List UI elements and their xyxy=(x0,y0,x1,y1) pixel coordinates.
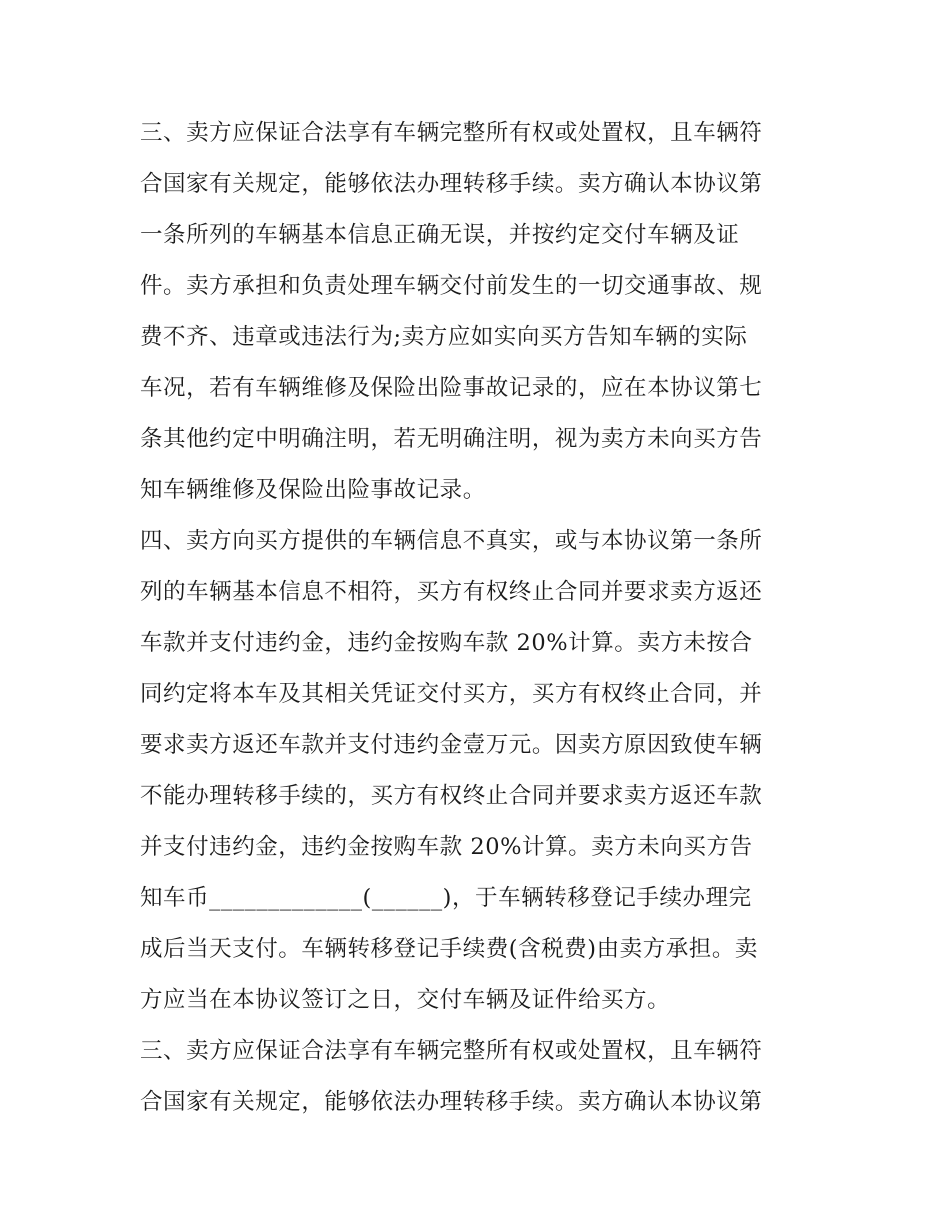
text-line: 车款并支付违约金，违约金按购车款 20%计算。卖方未按合 xyxy=(140,630,753,656)
text-line: 要求卖方返还车款并支付违约金壹万元。因卖方原因致使车辆 xyxy=(140,732,763,758)
text-line: 不能办理转移手续的，买方有权终止合同并要求卖方返还车款 xyxy=(140,783,763,809)
text-line: 车况，若有车辆维修及保险出险事故记录的，应在本协议第七 xyxy=(140,375,763,401)
text-line: 知车辆维修及保险出险事故记录。 xyxy=(140,477,486,503)
text-line: 合国家有关规定，能够依法办理转移手续。卖方确认本协议第 xyxy=(140,1089,763,1115)
text-line: 三、卖方应保证合法享有车辆完整所有权或处置权，且车辆符 xyxy=(140,1038,763,1064)
text-line: 一条所列的车辆基本信息正确无误，并按约定交付车辆及证 xyxy=(140,222,740,248)
text-line: 知车币_____________(______)，于车辆转移登记手续办理完 xyxy=(140,885,752,911)
text-line: 并支付违约金，违约金按购车款 20%计算。卖方未向买方告 xyxy=(140,834,753,860)
text-line: 同约定将本车及其相关凭证交付买方，买方有权终止合同，并 xyxy=(140,681,763,707)
text-line: 四、卖方向买方提供的车辆信息不真实，或与本协议第一条所 xyxy=(140,528,763,554)
text-line: 方应当在本协议签订之日，交付车辆及证件给买方。 xyxy=(140,987,671,1013)
text-line: 三、卖方应保证合法享有车辆完整所有权或处置权，且车辆符 xyxy=(140,120,763,146)
text-line: 费不齐、违章或违法行为;卖方应如实向买方告知车辆的实际 xyxy=(140,324,748,350)
text-line: 列的车辆基本信息不相符，买方有权终止合同并要求卖方返还 xyxy=(140,579,763,605)
text-line: 件。卖方承担和负责处理车辆交付前发生的一切交通事故、规 xyxy=(140,273,763,299)
text-line: 条其他约定中明确注明，若无明确注明，视为卖方未向买方告 xyxy=(140,426,763,452)
text-line: 成后当天支付。车辆转移登记手续费(含税费)由卖方承担。卖 xyxy=(140,936,758,962)
contract-text xyxy=(140,108,812,1128)
text-line: 合国家有关规定，能够依法办理转移手续。卖方确认本协议第 xyxy=(140,171,763,197)
